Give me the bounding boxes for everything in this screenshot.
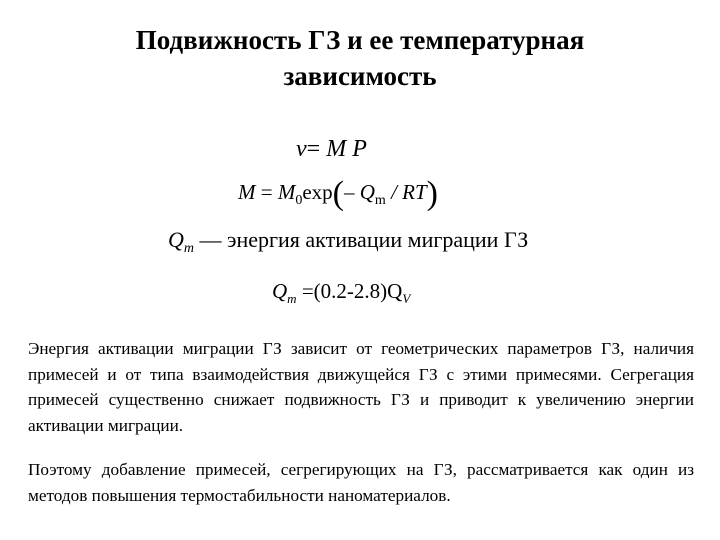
title-line-1: Подвижность ГЗ и ее температурная	[135, 25, 585, 55]
paragraph-impurities: Поэтому добавление примесей, сегрегирующих на ГЗ, рассматривается как один из методов повышения термостабильности наноматериалов.	[28, 460, 694, 505]
qm-range	[272, 279, 410, 307]
open-paren: (	[332, 175, 344, 212]
qm-definition-text: — энергия активации миграции ГЗ	[194, 227, 529, 252]
paragraph-activation-energy: Энергия активации миграции ГЗ зависит от геометрических параметров ГЗ, наличия примесей и от типа взаимодействия движущейся ГЗ с этими примесями. Сегрегация примесей существенно снижает подвижность ГЗ и приводит к увеличению энергии активации миграции.	[28, 339, 694, 435]
mobility-lhs: M	[238, 180, 256, 204]
qv-subscript: V	[402, 291, 411, 306]
slide-title	[0, 22, 720, 94]
velocity-formula	[296, 136, 367, 163]
qm-symbol: Q	[168, 227, 184, 252]
velocity-symbol: v	[296, 136, 307, 162]
mobility-formula	[238, 175, 438, 212]
qm-subscript: m	[183, 241, 195, 256]
equals-sign: =	[306, 136, 321, 162]
qm-range-symbol: Q	[272, 279, 288, 303]
exp-argument-sub: m	[374, 193, 386, 208]
mobility-m0: M	[277, 180, 296, 204]
qm-range-subscript: m	[287, 291, 297, 306]
mobility-m0-sub: 0	[295, 193, 303, 208]
close-paren: )	[426, 175, 438, 212]
exp-argument: – Q	[344, 180, 375, 204]
exp-function: exp	[302, 180, 333, 204]
title-line-2: зависимость	[283, 61, 437, 91]
qm-range-text: =(0.2-2.8)Q	[296, 279, 403, 303]
exp-argument-tail: / RT	[385, 180, 427, 204]
velocity-rhs: M P	[326, 136, 367, 162]
qm-definition	[168, 227, 528, 257]
mobility-equals: =	[260, 180, 273, 204]
